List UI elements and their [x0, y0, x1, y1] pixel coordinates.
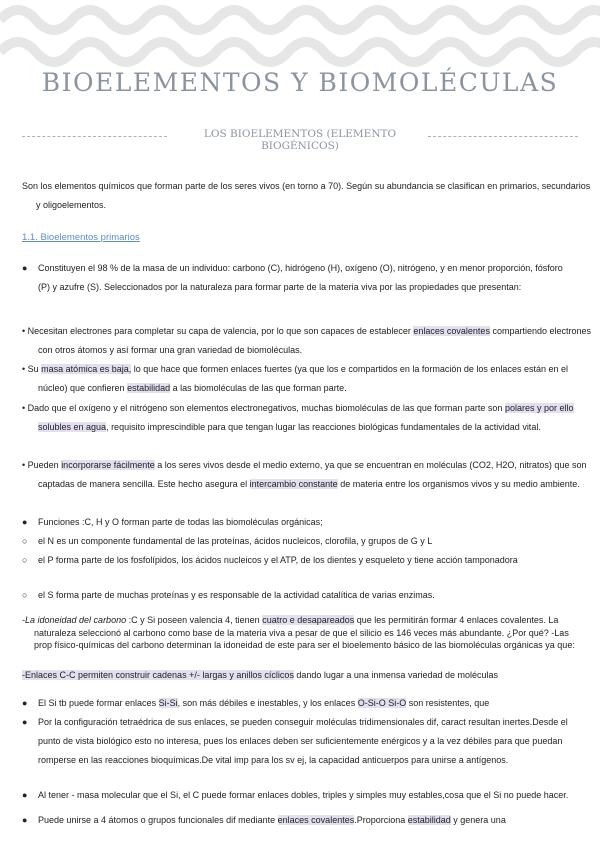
list-item-text: el P forma parte de los fosfolípidos, los ácidos nucleicos y el ATP, de los dientes y esqueleto y tiene acción tamponadora: [38, 555, 518, 565]
list-item: [22, 551, 577, 570]
bullet-icon: ●: [22, 263, 28, 273]
property-paragraph: • Pueden incorporarse fácilmente a los seres vivos desde el medio externo, ya que se encuentran en moléculas (CO2, H2O, nitratos) que son captadas de manera sencilla. Este hecho asegura el intercambio constante de materia entre los organismos vivos y su medio ambiente.: [22, 460, 587, 489]
bullet-icon: ●: [22, 790, 28, 800]
property-paragraph: • Dado que el oxígeno y el nitrógeno son elementos electronegativos, muchas biomoléculas de las que forman parte son polares y por ello solubles en agua, requisito imprescindible para que tengan lugar las reacciones biológicas fundamentales de la actividad vital.: [22, 403, 574, 432]
list-item: [22, 259, 577, 297]
italic-term: La idoneidad del carbono: [25, 615, 127, 625]
intro-paragraph: Son los elementos químicos que forman parte de los seres vivos (en torno a 70). Según su abundancia se clasifican en primarios, secundarios y oligoelementos.: [22, 181, 591, 210]
list-item: [22, 532, 577, 551]
section-heading: [22, 128, 578, 152]
highlight: -Enlaces C-C permiten construir cadenas +/- largas y anillos cíclicos: [22, 670, 294, 680]
list-item-text: El Si tb puede formar enlaces Si-Si, son más débiles e inestables, y los enlaces O-Si-O Si-O son resistentes, que: [38, 698, 490, 708]
carbon-paragraph: -La idoneidad del carbono :C y Si poseen valencia 4, tienen cuatro e desapareados que les permitirán formar 4 enlaces covalentes. La naturaleza seleccionó al carbono como base de la materia viva a pesar de que el silicio es 146 veces más abundante. ¿Por qué? -Las prop físico-químicas del carbono determinan la idoneidad de este para ser el bioelemento básico de las biomoléculas orgánicas ya que:: [22, 615, 575, 650]
list-item-text: Puede unirse a 4 átomos o grupos funcionales dif mediante enlaces covalentes.Proporciona estabilidad y genera una: [38, 815, 506, 825]
hollow-bullet-icon: ○: [22, 555, 28, 565]
highlight: O-Si-O Si-O: [357, 698, 407, 708]
list-item: [22, 713, 577, 770]
list-item: [22, 586, 577, 605]
bullet-icon: ●: [22, 717, 28, 727]
page-title: BIOELEMENTOS Y BIOMOLÉCULAS: [41, 68, 559, 97]
highlight: polares y por ello solubles en agua: [38, 403, 574, 432]
property-paragraph: • Necesitan electrones para completar su capa de valencia, por lo que son capaces de establecer enlaces covalentes compartiendo electrones con otros átomos y así formar una gran variedad de biomoléculas.: [22, 326, 592, 355]
highlight: enlaces covalentes: [413, 326, 490, 336]
list-item-text: Al tener - masa molecular que el Si, el C puede formar enlaces dobles, triples y simples muy estables,cosa que el Si no puede hacer.: [38, 790, 569, 800]
section-link[interactable]: 1.1. Bioelementos primarios: [22, 232, 140, 243]
highlight: intercambio constante: [249, 479, 338, 489]
highlight: cuatro e desapareados: [262, 615, 355, 625]
wave-decoration: [0, 0, 600, 70]
divider: [22, 136, 167, 137]
list-item-text: el S forma parte de muchas proteínas y es responsable de la actividad catalítica de varias enzimas.: [38, 590, 435, 600]
highlight: estabilidad: [127, 383, 171, 393]
list-item: [22, 789, 577, 802]
highlight: enlaces covalentes: [277, 815, 355, 825]
list-item: [22, 513, 577, 532]
bullet-icon: ●: [22, 517, 28, 527]
property-paragraph: • Su masa atómica es baja, lo que hace que formen enlaces fuertes (ya que los e compartidos en la formación de los enlaces están en el núcleo) que confieren estabilidad a las biomoléculas de las que forman parte.: [22, 364, 568, 393]
carbon-bond-line: -Enlaces C-C permiten construir cadenas +/- largas y anillos cíclicos dando lugar a una inmensa variedad de moléculas: [22, 670, 498, 680]
highlight: masa atómica es baja,: [41, 364, 132, 374]
bullet-icon: ●: [22, 698, 28, 708]
divider: [428, 136, 578, 137]
list-item-text: Por la configuración tetraédrica de sus enlaces, se pueden conseguir moléculas tridimensionales dif, caract resultan inertes.Desde el punto de vista biológico esto no interesa, pues los enlaces deben ser suficientemente enérgicos y a la vez débiles para que puedan romperse en las reacciones bioquímicas.De vital imp para los sv ej, la capacidad anticuerpos para unirse a antígenos.: [38, 717, 568, 765]
highlight: incorporarse fácilmente: [61, 460, 155, 470]
list-item: [22, 814, 577, 827]
list-item-text: Constituyen el 98 % de la masa de un individuo: carbono (C), hidrógeno (H), oxígeno (O), nitrógeno, y en menor proporción, fósforo (P) y azufre (S). Seleccionados por la naturaleza para formar parte de la materia viva por las propiedades que presentan:: [38, 263, 563, 292]
list-item-text: el N es un componente fundamental de las proteínas, ácidos nucleicos, clorofila, y grupos de G y L: [38, 536, 433, 546]
list-item: [22, 694, 577, 713]
hollow-bullet-icon: ○: [22, 590, 28, 600]
list-item-text: Funciones :C, H y O forman parte de todas las biomoléculas orgánicas;: [38, 517, 323, 527]
highlight: estabilidad: [407, 815, 451, 825]
hollow-bullet-icon: ○: [22, 536, 28, 546]
section-heading-text: LOS BIOELEMENTOS (ELEMENTO BIOGÉNICOS): [203, 128, 397, 152]
bullet-icon: ●: [22, 815, 28, 825]
highlight: Si-Si: [158, 698, 178, 708]
